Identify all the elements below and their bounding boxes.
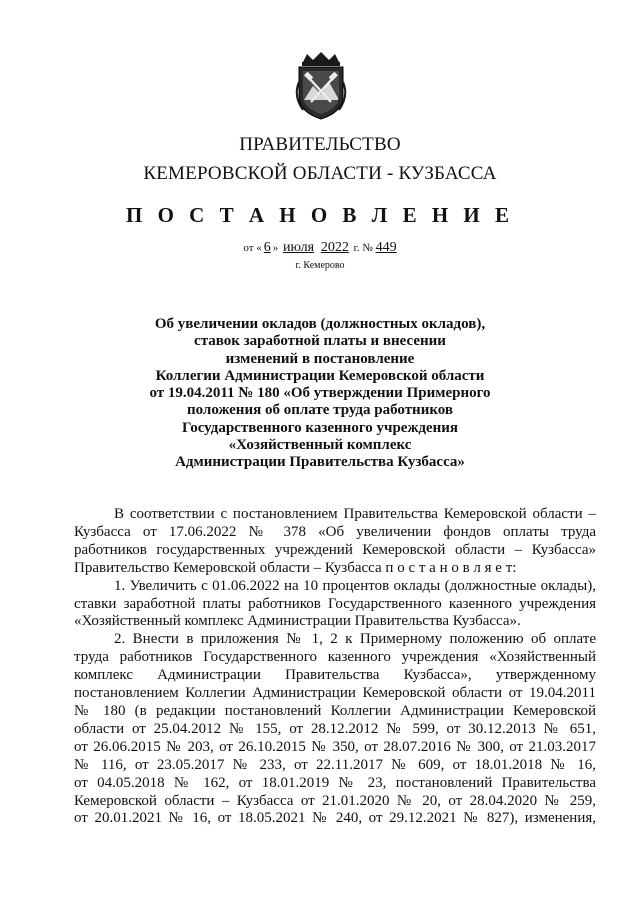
city-line: г. Кемерово [295, 260, 345, 271]
title-line: положения об оплате труда работников [186, 402, 454, 419]
date-prefix: от « [243, 242, 262, 254]
document-type-heading: П О С Т А Н О В Л Е Н И Е [125, 203, 514, 227]
body-line: 1. Увеличить с 01.06.2022 на 10 процентов оклады (должностные оклады), [114, 577, 596, 594]
title-line: «Хозяйственный комплекс [228, 437, 412, 454]
title-line: изменений в постановление [225, 350, 415, 367]
body-line: 2. Внести в приложения № 1, 2 к Примерному положению об оплате [114, 631, 596, 648]
body-line: Кузбасса от 17.06.2022 № 378 «Об увеличении фондов оплаты труда [74, 523, 596, 540]
number-label: № [362, 242, 373, 254]
date-year-suffix: г. [353, 242, 360, 254]
body-line: Правительство Кемеровской области – Кузбасса п о с т а н о в л я е т: [74, 559, 517, 576]
date-day: 6 [263, 240, 271, 255]
date-year: 2022 [320, 240, 349, 255]
date-mid: » [272, 242, 279, 254]
body-line: работников государственных учреждений Кемеровской области – Кузбасса» [74, 541, 596, 558]
date-month: июля [283, 240, 315, 255]
title-line: от 19.04.2011 № 180 «Об утверждении Примерного [149, 385, 491, 402]
document-body [74, 506, 596, 828]
coat-of-arms-emblem [293, 52, 349, 120]
body-line: от 04.05.2018 № 162, от 18.01.2019 № 23, постановлений Правительства [74, 774, 596, 791]
title-line: ставок заработной платы и внесении [194, 333, 446, 350]
body-line: области от 25.04.2012 № 155, от 28.12.2012 № 599, от 30.12.2013 № 651, [74, 720, 596, 737]
body-line: ставки заработной платы работников Государственного казенного учреждения [74, 595, 596, 612]
document-title [120, 316, 520, 472]
body-line: № 180 (в редакции постановлений Коллегии Администрации Кемеровской [74, 702, 596, 719]
document-number: 449 [375, 240, 397, 255]
government-name-line1: ПРАВИТЕЛЬСТВО [239, 134, 401, 155]
title-line: Об увеличении окладов (должностных окладов), [154, 316, 486, 332]
government-name-line2: КЕМЕРОВСКОЙ ОБЛАСТИ - КУЗБАССА [143, 163, 497, 184]
body-line: «Хозяйственный комплекс Администрации Правительства Кузбасса». [74, 613, 521, 630]
body-line: от 26.06.2015 № 203, от 26.10.2015 № 350, от 28.07.2016 № 300, от 21.03.2017 [74, 738, 596, 755]
document-date-number-line [0, 240, 640, 256]
title-line: Государственного казенного учреждения [182, 419, 458, 436]
body-line: труда работников Государственного казенного учреждения «Хозяйственный [74, 649, 596, 666]
title-line: Коллегии Администрации Кемеровской области [155, 367, 485, 384]
body-line: комплекс Администрации Правительства Кузбасса», утвержденному [74, 667, 596, 684]
body-line: постановлением Коллегии Администрации Кемеровской области от 19.04.2011 [74, 685, 596, 702]
body-line: от 20.01.2021 № 16, от 18.05.2021 № 240, от 29.12.2021 № 827), изменения, [74, 810, 596, 827]
title-line: Администрации Правительства Кузбасса» [175, 454, 465, 471]
body-line: № 116, от 23.05.2017 № 233, от 22.11.2017 № 609, от 18.01.2018 № 16, [74, 756, 596, 773]
body-line: В соответствии с постановлением Правительства Кемеровской области – [114, 506, 596, 522]
body-line: Кемеровской области – Кузбасса от 21.01.2020 № 20, от 28.04.2020 № 259, [74, 792, 596, 809]
